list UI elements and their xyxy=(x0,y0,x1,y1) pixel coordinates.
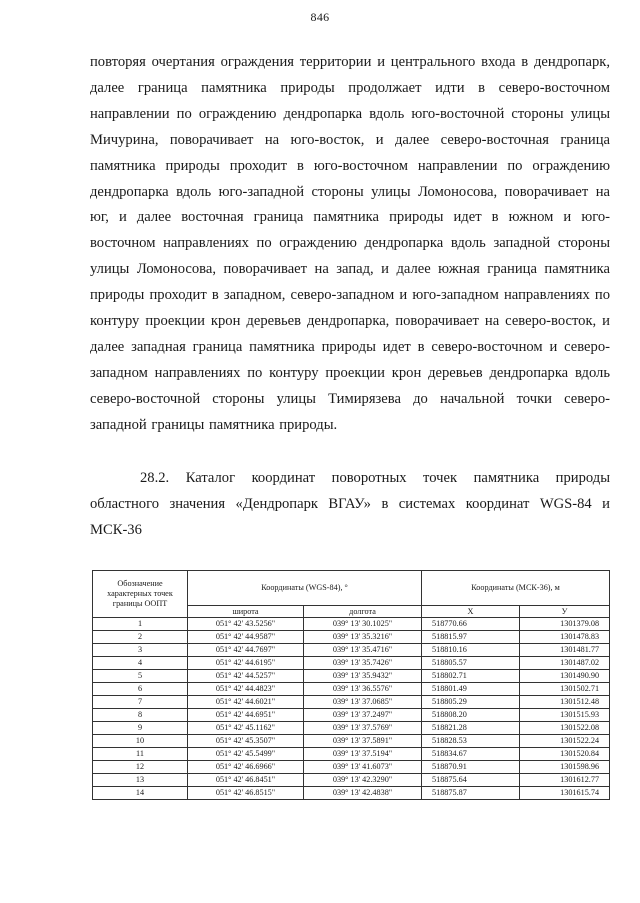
table-row xyxy=(93,670,610,683)
point-number: 9 xyxy=(93,722,188,735)
table-row xyxy=(93,644,610,657)
page-number: 846 xyxy=(310,10,330,24)
longitude-cell: 039° 13' 42.4838" xyxy=(304,787,422,800)
longitude-cell: 039° 13' 35.9432" xyxy=(304,670,422,683)
longitude-cell: 039° 13' 41.6073" xyxy=(304,761,422,774)
point-number: 8 xyxy=(93,709,188,722)
point-number: 6 xyxy=(93,683,188,696)
point-number: 2 xyxy=(93,631,188,644)
latitude-cell: 051° 42' 46.8515" xyxy=(188,787,304,800)
x-cell: 518875.87 xyxy=(422,787,520,800)
y-cell: 1301481.77 xyxy=(520,644,610,657)
longitude-cell: 039° 13' 37.5769" xyxy=(304,722,422,735)
longitude-cell: 039° 13' 35.7426" xyxy=(304,657,422,670)
header-point-designation: Обозначение характерных точек границы ООПТ xyxy=(93,571,188,618)
y-cell: 1301515.93 xyxy=(520,709,610,722)
latitude-cell: 051° 42' 43.5256" xyxy=(188,618,304,631)
longitude-cell: 039° 13' 37.0685" xyxy=(304,696,422,709)
longitude-cell: 039° 13' 37.5194" xyxy=(304,748,422,761)
longitude-cell: 039° 13' 35.3216" xyxy=(304,631,422,644)
x-cell: 518805.29 xyxy=(422,696,520,709)
y-cell: 1301487.02 xyxy=(520,657,610,670)
table-row xyxy=(93,787,610,800)
x-cell: 518805.57 xyxy=(422,657,520,670)
latitude-cell: 051° 42' 44.6195" xyxy=(188,657,304,670)
table-row xyxy=(93,774,610,787)
longitude-cell: 039° 13' 37.2497" xyxy=(304,709,422,722)
y-cell: 1301615.74 xyxy=(520,787,610,800)
latitude-cell: 051° 42' 46.6966" xyxy=(188,761,304,774)
latitude-cell: 051° 42' 46.8451" xyxy=(188,774,304,787)
x-cell: 518875.64 xyxy=(422,774,520,787)
table-header-row xyxy=(93,571,610,606)
x-cell: 518810.16 xyxy=(422,644,520,657)
table-row xyxy=(93,709,610,722)
latitude-cell: 051° 42' 44.5257" xyxy=(188,670,304,683)
y-cell: 1301490.90 xyxy=(520,670,610,683)
latitude-cell: 051° 42' 45.3507" xyxy=(188,735,304,748)
latitude-cell: 051° 42' 45.1162" xyxy=(188,722,304,735)
latitude-cell: 051° 42' 44.9587" xyxy=(188,631,304,644)
table-row xyxy=(93,735,610,748)
y-cell: 1301522.24 xyxy=(520,735,610,748)
header-longitude: долгота xyxy=(304,606,422,618)
longitude-cell: 039° 13' 30.1025" xyxy=(304,618,422,631)
table-row xyxy=(93,631,610,644)
x-cell: 518821.28 xyxy=(422,722,520,735)
header-wgs84: Координаты (WGS-84), ° xyxy=(188,571,422,606)
x-cell: 518802.71 xyxy=(422,670,520,683)
catalog-section-heading: 28.2. Каталог координат поворотных точек памятника природы областного значения «Дендропарк ВГАУ» в системах координат WGS-84 и МСК-36 xyxy=(90,470,610,538)
latitude-cell: 051° 42' 44.4823" xyxy=(188,683,304,696)
point-number: 14 xyxy=(93,787,188,800)
point-number: 5 xyxy=(93,670,188,683)
latitude-cell: 051° 42' 44.6951" xyxy=(188,709,304,722)
y-cell: 1301478.83 xyxy=(520,631,610,644)
y-cell: 1301522.08 xyxy=(520,722,610,735)
table-row xyxy=(93,696,610,709)
point-number: 12 xyxy=(93,761,188,774)
point-number: 4 xyxy=(93,657,188,670)
x-cell: 518828.53 xyxy=(422,735,520,748)
longitude-cell: 039° 13' 42.3290" xyxy=(304,774,422,787)
point-number: 3 xyxy=(93,644,188,657)
header-latitude: широта xyxy=(188,606,304,618)
header-msk36: Координаты (МСК-36), м xyxy=(422,571,610,606)
longitude-cell: 039° 13' 36.5576" xyxy=(304,683,422,696)
header-x: X xyxy=(422,606,520,618)
table-row xyxy=(93,618,610,631)
y-cell: 1301502.71 xyxy=(520,683,610,696)
x-cell: 518870.91 xyxy=(422,761,520,774)
table-row xyxy=(93,748,610,761)
boundary-description-paragraph: повторяя очертания ограждения территории и центрального входа в дендропарк, далее граница памятника природы продолжает идти в северо-восточном направлении по ограждению дендропарка вдоль юго-восточной стороны улицы Мичурина, поворачивает на юго-восток, и далее северо-восточная граница памятника природы проходит в юго-восточном направлении по ограждению дендропарка вдоль юго-западной стороны улицы Ломоносова, поворачивает на юг, и далее восточная граница памятника природы идет в южном и юго-восточном направлениях по ограждению дендропарка вдоль западной стороны улицы Ломоносова, поворачивает на запад, и далее южная граница памятника природы проходит в западном, северо-западном и юго-западном направлениях по контуру проекции крон деревьев дендропарка, поворачивает на северо-восток, и далее западная граница памятника природы идет в северо-восточном и северо-западном направлениях по контуру проекции крон деревьев дендропарка вдоль северо-восточной стороны улицы Тимирязева до начальной точки северо-западной границы памятника природы. xyxy=(90,54,610,433)
point-number: 11 xyxy=(93,748,188,761)
x-cell: 518770.66 xyxy=(422,618,520,631)
y-cell: 1301612.77 xyxy=(520,774,610,787)
longitude-cell: 039° 13' 35.4716" xyxy=(304,644,422,657)
x-cell: 518801.49 xyxy=(422,683,520,696)
table-row xyxy=(93,722,610,735)
x-cell: 518834.67 xyxy=(422,748,520,761)
x-cell: 518815.97 xyxy=(422,631,520,644)
latitude-cell: 051° 42' 45.5499" xyxy=(188,748,304,761)
y-cell: 1301598.96 xyxy=(520,761,610,774)
x-cell: 518808.20 xyxy=(422,709,520,722)
point-number: 7 xyxy=(93,696,188,709)
point-number: 13 xyxy=(93,774,188,787)
latitude-cell: 051° 42' 44.7697" xyxy=(188,644,304,657)
y-cell: 1301512.48 xyxy=(520,696,610,709)
point-number: 10 xyxy=(93,735,188,748)
table-row xyxy=(93,657,610,670)
point-number: 1 xyxy=(93,618,188,631)
table-row xyxy=(93,683,610,696)
coordinates-table xyxy=(92,570,610,800)
longitude-cell: 039° 13' 37.5891" xyxy=(304,735,422,748)
table-row xyxy=(93,761,610,774)
header-y: У xyxy=(520,606,610,618)
y-cell: 1301379.08 xyxy=(520,618,610,631)
latitude-cell: 051° 42' 44.6021" xyxy=(188,696,304,709)
y-cell: 1301520.84 xyxy=(520,748,610,761)
